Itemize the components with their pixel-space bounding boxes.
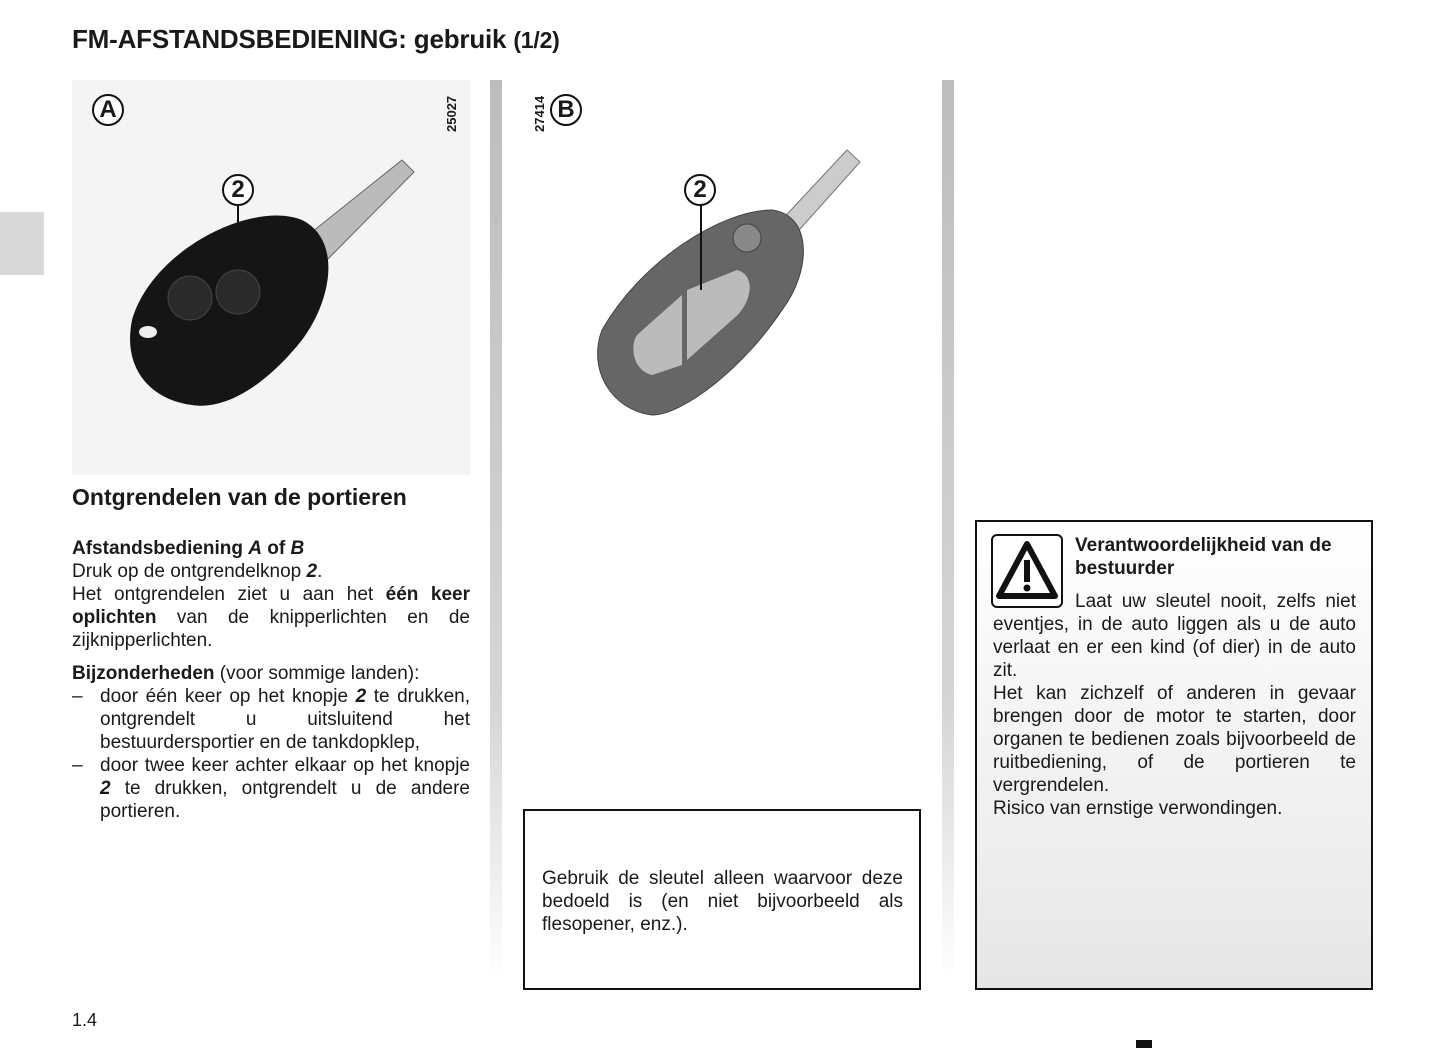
figure-key-b xyxy=(522,80,920,475)
figure-code: 27414 xyxy=(532,95,547,132)
figure-code: 25027 xyxy=(444,95,459,132)
warning-triangle-icon xyxy=(991,534,1063,608)
warning-paragraph: Risico van ernstige verwondingen. xyxy=(993,798,1283,819)
figure-label-b: B xyxy=(550,94,582,126)
warning-paragraph: Het kan zichzelf of anderen in gevaar brengen door de motor te starten, door organen te bedienen zoals bijvoorbeeld de ruitbediening, of de portieren te vergrendelen. xyxy=(993,683,1356,796)
paragraph: Bijzonderheden (voor sommige landen): xyxy=(72,663,420,684)
unlocking-section xyxy=(72,484,470,823)
figure-key-a xyxy=(72,80,470,475)
callout-2: 2 xyxy=(684,174,716,206)
note-box xyxy=(523,809,921,990)
paragraph: Het ontgrendelen ziet u aan het één keer oplichten van de knipperlichten en de zijknipperlichten. xyxy=(72,584,470,651)
special-list xyxy=(72,685,470,823)
column-divider xyxy=(942,80,954,980)
warning-paragraph: Laat uw sleutel nooit, zelfs niet eventjes, in de auto liggen als u de auto verlaat en er een kind (of dier) in de auto zit. xyxy=(993,591,1356,681)
page-title: FM-AFSTANDSBEDIENING: gebruik (1/2) xyxy=(72,24,560,54)
subheading: Afstandsbediening A of B xyxy=(72,538,305,559)
page-marker xyxy=(1136,1040,1152,1048)
list-item: – door twee keer achter elkaar op het knopje 2 te drukken, ontgrendelt u de andere portieren. xyxy=(72,754,470,823)
list-item: – door één keer op het knopje 2 te drukken, ontgrendelt u uitsluitend het bestuurdersportier en de tankdopklep, xyxy=(72,685,470,754)
chapter-tab xyxy=(0,212,44,275)
key-fob-illustration xyxy=(72,80,470,475)
paragraph: Druk op de ontgrendelknop 2. xyxy=(72,561,323,582)
page-number: 1.4 xyxy=(72,1010,98,1030)
warning-title: Verantwoordelijkheid van de bestuurder xyxy=(1075,535,1332,579)
callout-2: 2 xyxy=(222,174,254,206)
figure-label-a: A xyxy=(92,94,124,126)
warning-box xyxy=(975,520,1373,990)
column-divider xyxy=(490,80,502,980)
note-text: Gebruik de sleutel alleen waarvoor deze bedoeld is (en niet bijvoorbeeld als flesopener, enz.). xyxy=(542,868,903,935)
flip-key-illustration xyxy=(522,80,920,475)
section-heading: Ontgrendelen van de portieren xyxy=(72,484,407,510)
